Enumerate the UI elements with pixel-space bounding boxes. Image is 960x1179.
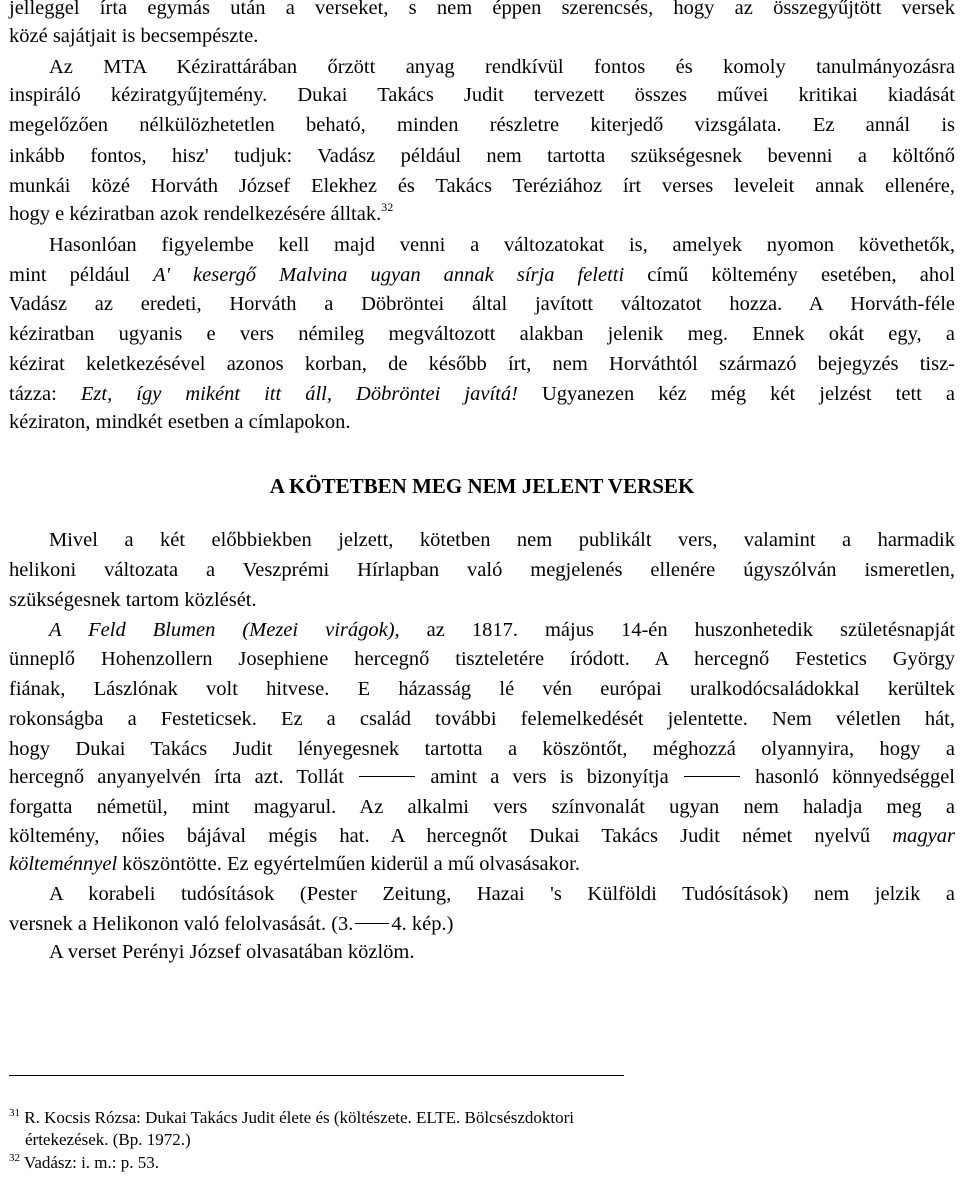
footnote-32 — [9, 1152, 159, 1174]
section-line-9b: amint a vers is bizonyítja — [430, 766, 669, 788]
section-line-2: helikoni változata a Veszprémi Hírlapban való megjelenés ellenére úgyszólván ismeretlen, — [9, 559, 955, 581]
body-line-3: Az MTA Kézirattárában őrzött anyag rendkívül fontos és komoly tanulmányozásra — [49, 56, 955, 78]
body-line-4: inspiráló kéziratgyűjtemény. Dukai Takács Judit tervezett összes művei kritikai kiadását — [9, 84, 955, 106]
body-line-10a: mint például — [9, 264, 130, 286]
body-line-13: kézirat keletkezésével azonos korban, de később írt, nem Horváthtól származó bejegyzés tisz- — [9, 353, 955, 375]
section-line-14a: versnek a Helikonon való felolvasását. (3. — [9, 913, 354, 935]
section-line-4 — [49, 616, 955, 644]
section-line-7: rokonságba a Festeticsek. Ez a család további felemelkedését jelentette. Nem véletlen hát, — [9, 708, 955, 730]
footnote-ref-32: 32 — [381, 200, 394, 214]
body-line-14 — [9, 380, 955, 408]
body-line-11: Vadász az eredeti, Horváth a Döbröntei által javított változatot hozza. A Horváth-féle — [9, 293, 955, 315]
section-line-5: ünneplő Hohenzollern Josephiene hercegnő tiszteletére íródott. A hercegnő Festetics György — [9, 648, 955, 670]
en-dash — [355, 923, 389, 924]
body-line-15: kéziraton, mindkét esetben a címlapokon. — [9, 411, 351, 433]
footnote-31-text: R. Kocsis Rózsa: Dukai Takács Judit élete és (költészete. ELTE. Bölcsészdoktori — [24, 1108, 575, 1127]
section-line-12b: köszöntötte. Ez egyértelműen kiderül a mű olvasásakor. — [122, 853, 580, 875]
footnote-31-line2: értekezések. (Bp. 1972.) — [25, 1130, 191, 1149]
section-line-1: Mivel a két előbbiekben jelzett, kötetben nem publikált vers, valamint a harmadik — [49, 529, 955, 551]
section-line-4b: az 1817. május 14-én huszonhetedik születésnapját — [426, 619, 956, 641]
section-line-6: fiának, Lászlónak volt hitvese. E házasság lé vén európai uralkodócsaládokkal kerültek — [9, 678, 955, 700]
section-line-9a: hercegnő anyanyelvén írta azt. Tollát — [9, 766, 344, 788]
italic-koltemennyel: költeménnyel — [9, 853, 118, 875]
footnote-31-number: 31 — [9, 1107, 20, 1119]
quote-dobrontei: Ezt, így miként itt áll, Döbröntei javítá! — [80, 383, 518, 405]
poem-title-malvina: A' kesergő Malvina ugyan annak sírja feletti — [153, 264, 625, 286]
footnote-rule — [9, 1075, 624, 1076]
body-line-14a: tázza: — [9, 383, 57, 405]
section-line-11 — [9, 822, 955, 850]
section-line-15: A verset Perényi József olvasatában közlöm. — [49, 941, 415, 963]
footnote-32-text: Vadász: i. m.: p. 53. — [23, 1153, 159, 1172]
section-line-9c: hasonló könnyedséggel — [755, 766, 955, 788]
section-heading: A KÖTETBEN MEG NEM JELENT VERSEK — [269, 474, 695, 498]
section-line-13: A korabeli tudósítások (Pester Zeitung, Hazai 's Külföldi Tudósítások) nem jelzik a — [49, 883, 955, 905]
section-line-10: forgatta németül, mint magyarul. Az alkalmi vers színvonalát ugyan nem haladja meg a — [9, 796, 955, 818]
footnote-31 — [9, 1107, 574, 1129]
section-line-3: szükségesnek tartom közlését. — [9, 589, 257, 611]
section-line-11a: költemény, nőies bájával mégis hat. A hercegnőt Dukai Takács Judit német nyelvű — [9, 825, 871, 847]
poem-title-feld-blumen: A Feld Blumen (Mezei virágok), — [49, 619, 400, 641]
body-line-10 — [9, 261, 955, 289]
body-line-7: munkái közé Horváth József Elekhez és Takács Teréziához írt verses leveleit annak ellenére, — [9, 175, 955, 197]
body-line-6: inkább fontos, hisz' tudjuk: Vadász például nem tartotta szükségesnek bevenni a költőnő — [9, 145, 955, 167]
section-line-9 — [9, 763, 955, 791]
body-line-9: Hasonlóan figyelembe kell majd venni a változatokat is, amelyek nyomon követhetők, — [49, 234, 955, 256]
section-line-14b: 4. kép.) — [391, 913, 454, 935]
body-line-2: közé sajátjait is becsempészte. — [9, 25, 259, 47]
em-dash — [359, 776, 415, 777]
body-line-14b: Ugyanezen kéz még két jelzést tett a — [542, 383, 956, 405]
section-line-14 — [9, 910, 955, 938]
italic-magyar: magyar — [892, 825, 955, 847]
body-line-5: megelőzően nélkülözhetetlen beható, minden részletre kiterjedő vizsgálata. Ez annál is — [9, 114, 955, 136]
section-line-12 — [9, 850, 955, 878]
footnote-32-number: 32 — [9, 1152, 20, 1164]
body-line-1: jelleggel írta egymás után a verseket, s nem éppen szerencsés, hogy az összegyűjtött versek — [9, 0, 955, 19]
body-line-8 — [9, 200, 955, 228]
body-line-12: kéziratban ugyanis e vers némileg megváltozott alakban jelenik meg. Ennek okát egy, a — [9, 323, 955, 345]
body-line-8-text: hogy e kéziratban azok rendelkezésére álltak. — [9, 203, 382, 225]
em-dash — [684, 776, 740, 777]
body-line-10b: című költemény esetében, ahol — [647, 264, 956, 286]
section-line-8: hogy Dukai Takács Judit lényegesnek tartotta a köszöntőt, méghozzá olyannyira, hogy a — [9, 738, 955, 760]
